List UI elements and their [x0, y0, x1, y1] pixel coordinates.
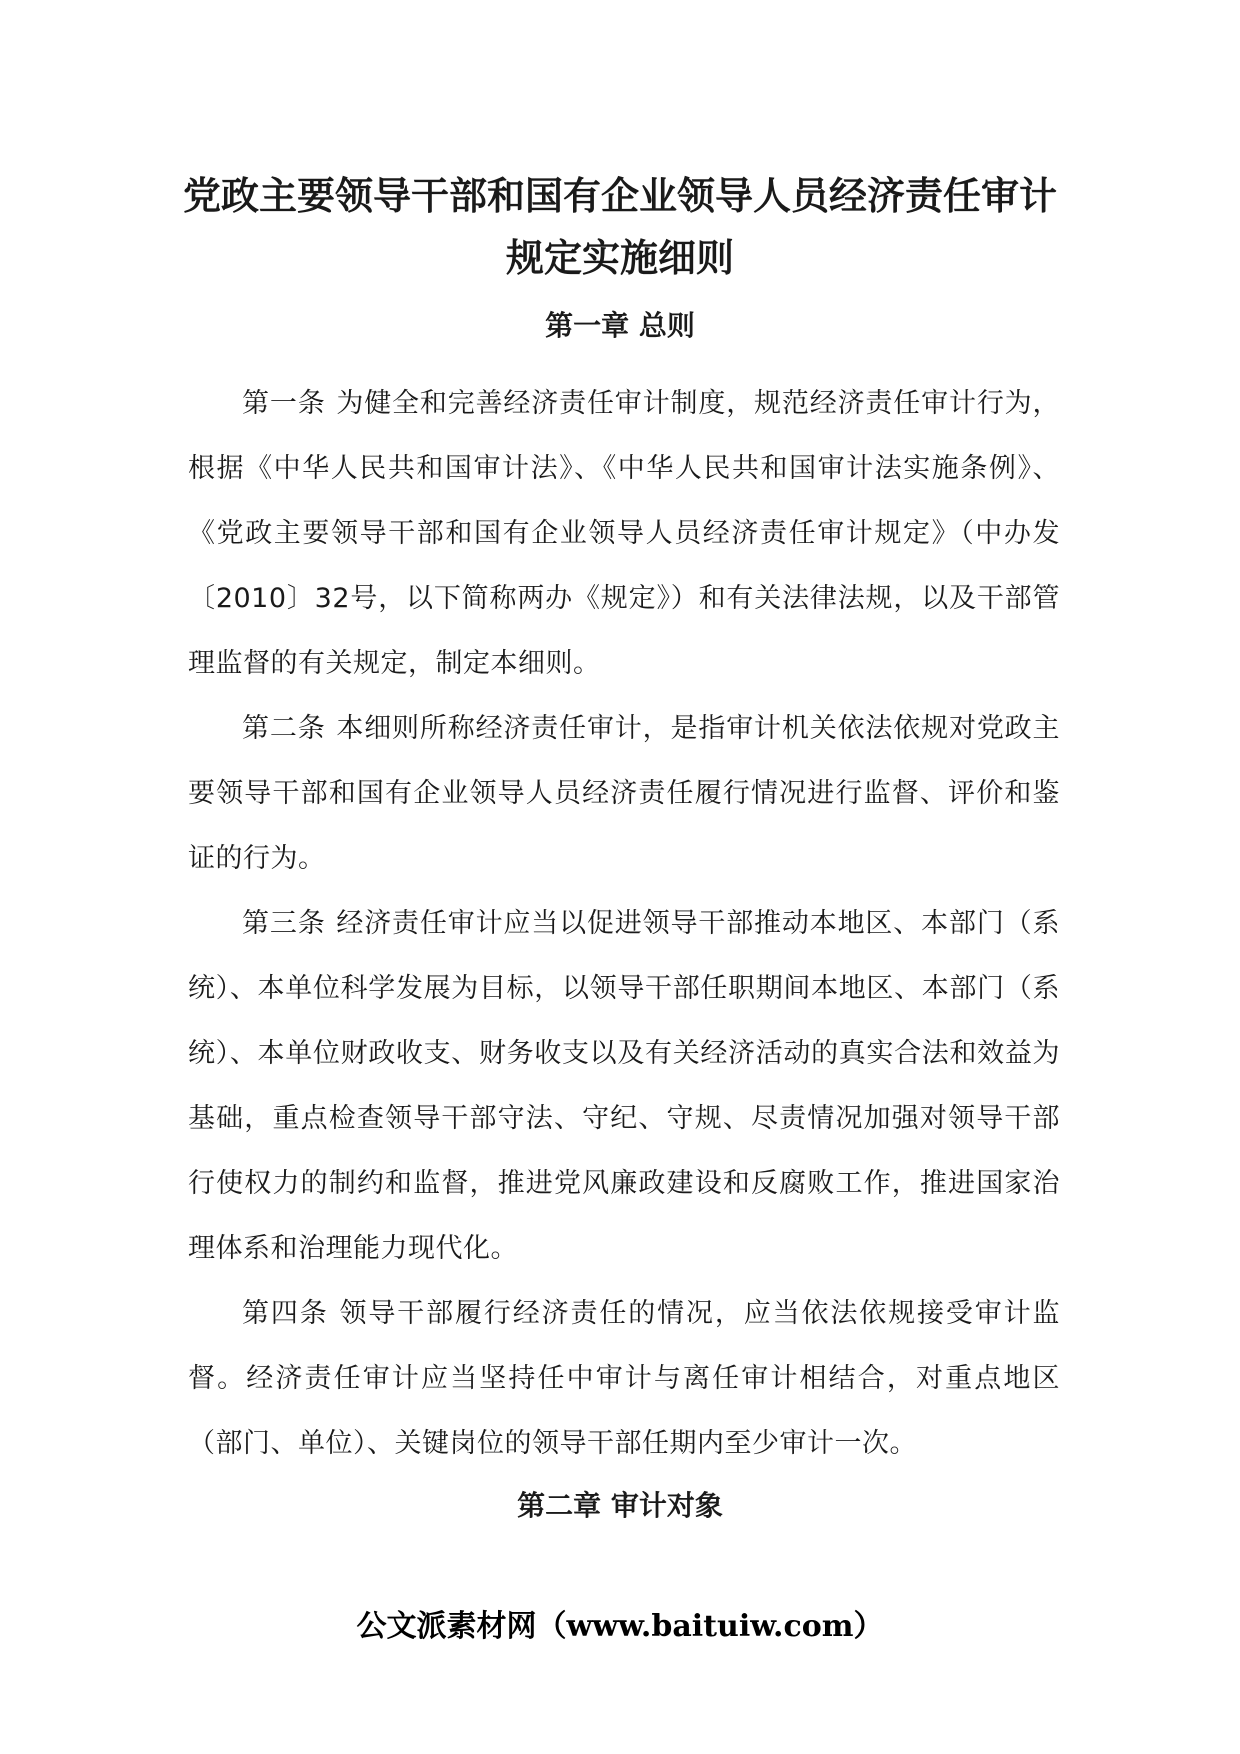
chapter-2-heading: 第二章 审计对象 [517, 1489, 723, 1522]
article-label: 第四条 [242, 1298, 329, 1329]
document-title [150, 165, 1090, 289]
article-1 [188, 371, 1060, 696]
article-text: 领导干部履行经济责任的情况，应当依法依规接受审计监督。经济责任审计应当坚持任中审计与离任审计相结合，对重点地区（部门、单位）、关键岗位的领导干部任期内至少审计一次。 [188, 1298, 1061, 1459]
article-4 [188, 1281, 1060, 1476]
document-title-line-2: 规定实施细则 [505, 236, 734, 280]
article-text: 为健全和完善经济责任审计制度，规范经济责任审计行为，根据《中华人民共和国审计法》、《中华人民共和国审计法实施条例》、《党政主要领导干部和国有企业领导人员经济责任审计规定》（中办发〔2010〕32号，以下简称两办《规定》）和有关法律法规，以及干部管理监督的有关规定，制定本细则。 [188, 388, 1061, 679]
article-2 [188, 696, 1060, 891]
footer-source-link[interactable]: 公文派素材网（www.baituiw.com） [356, 1609, 884, 1644]
article-text: 经济责任审计应当以促进领导干部推动本地区、本部门（系统）、本单位科学发展为目标，以领导干部任职期间本地区、本部门（系统）、本单位财政收支、财务收支以及有关经济活动的真实合法和效益为基础，重点检查领导干部守法、守纪、守规、尽责情况加强对领导干部行使权力的制约和监督，推进党风廉政建设和反腐败工作，推进国家治理体系和治理能力现代化。 [188, 908, 1061, 1264]
article-3 [188, 891, 1060, 1281]
chapter-1-heading: 第一章 总则 [545, 309, 695, 342]
document-title-line-1: 党政主要领导干部和国有企业领导人员经济责任审计 [182, 174, 1057, 218]
article-text: 本细则所称经济责任审计，是指审计机关依法依规对党政主要领导干部和国有企业领导人员经济责任履行情况进行监督、评价和鉴证的行为。 [188, 713, 1061, 874]
articles-list [188, 371, 1060, 1476]
article-label: 第二条 [242, 713, 326, 744]
article-label: 第三条 [242, 908, 326, 939]
article-label: 第一条 [242, 388, 326, 419]
